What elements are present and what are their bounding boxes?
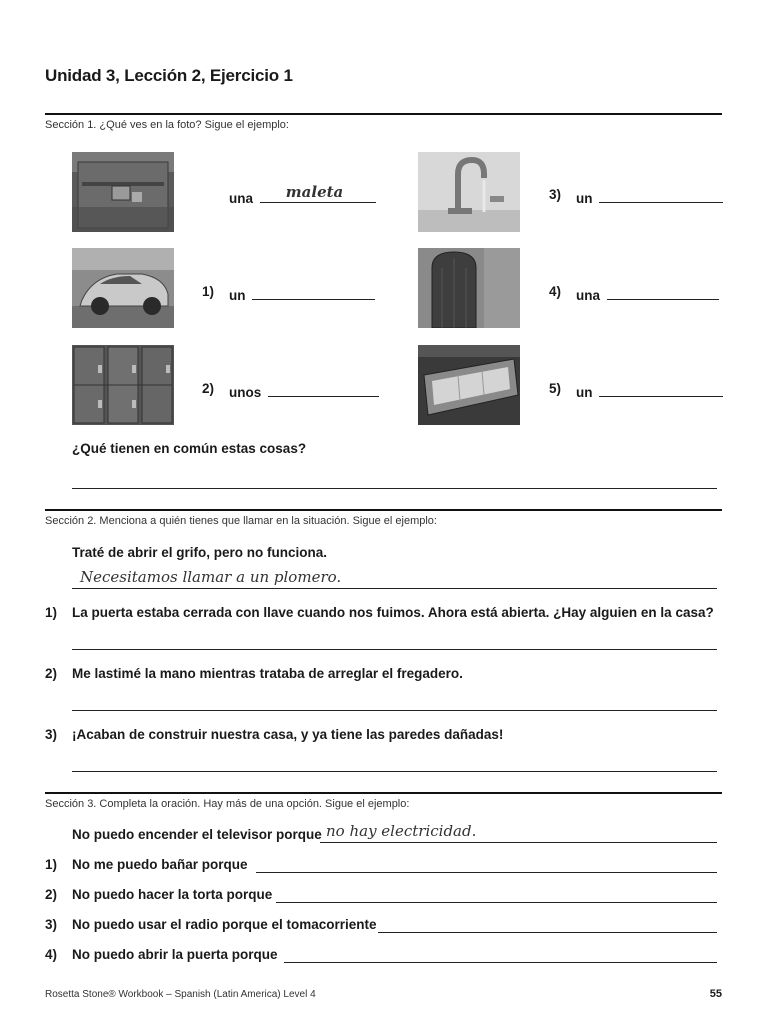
s1-item-2 xyxy=(229,381,379,400)
page-number: 55 xyxy=(709,988,722,1000)
s2-item-prompt: Me lastimé la mano mientras trataba de arreglar el fregadero. xyxy=(72,666,463,681)
car-photo xyxy=(72,248,174,328)
answer-field[interactable] xyxy=(599,381,723,397)
section1-heading: Sección 1. ¿Qué ves en la foto? Sigue el ejemplo: xyxy=(45,119,289,131)
s2-item-prompt: ¡Acaban de construir nuestra casa, y ya tiene las paredes dañadas! xyxy=(72,727,504,742)
s3-item-number: 1) xyxy=(45,857,58,872)
article: un xyxy=(576,191,593,206)
s3-answer-line[interactable] xyxy=(256,872,717,873)
lockers-photo xyxy=(72,345,174,425)
section3-divider xyxy=(45,792,722,794)
s3-answer-line[interactable] xyxy=(276,902,717,903)
s3-item-number: 4) xyxy=(45,947,58,962)
handwritten-answer: Necesitamos llamar a un plomero. xyxy=(80,568,342,586)
s2-item-prompt: La puerta estaba cerrada con llave cuando nos fuimos. Ahora está abierta. ¿Hay alguien en la casa? xyxy=(72,605,714,620)
s1-common-question: ¿Qué tienen en común estas cosas? xyxy=(72,441,307,456)
s3-example-answer-line[interactable] xyxy=(320,842,717,843)
s1-item-3 xyxy=(576,187,723,206)
s3-item-prompt: No puedo usar el radio porque el tomacorriente xyxy=(72,917,377,932)
s1-item-5 xyxy=(576,381,723,400)
page-title: Unidad 3, Lección 2, Ejercicio 1 xyxy=(45,66,293,85)
answer-field[interactable] xyxy=(252,284,375,300)
s1-item-number: 1) xyxy=(202,284,215,299)
footer-credit: Rosetta Stone® Workbook – Spanish (Latin America) Level 4 xyxy=(45,989,316,1000)
door-photo xyxy=(418,248,520,328)
suitcase-photo xyxy=(72,152,174,232)
section2-divider xyxy=(45,509,722,511)
s1-item-0 xyxy=(229,183,376,206)
s2-item-number: 1) xyxy=(45,605,58,620)
article: un xyxy=(576,385,593,400)
s1-item-number: 4) xyxy=(549,284,562,299)
handwritten-answer: no hay electricidad. xyxy=(326,822,477,840)
answer-field[interactable] xyxy=(260,183,376,203)
s1-item-number: 5) xyxy=(549,381,562,396)
section1-divider xyxy=(45,113,722,115)
answer-field[interactable] xyxy=(268,381,379,397)
s2-item-number: 2) xyxy=(45,666,58,681)
s2-answer-line[interactable] xyxy=(72,710,717,711)
answer-field[interactable] xyxy=(599,187,723,203)
s2-item-number: 3) xyxy=(45,727,58,742)
article: una xyxy=(229,191,254,206)
section2-heading: Sección 2. Menciona a quién tienes que llamar en la situación. Sigue el ejemplo: xyxy=(45,515,437,527)
s3-item-prompt: No puedo hacer la torta porque xyxy=(72,887,273,902)
s3-answer-line[interactable] xyxy=(378,932,717,933)
s3-item-prompt: No puedo abrir la puerta porque xyxy=(72,947,278,962)
article: una xyxy=(576,288,601,303)
s3-answer-line[interactable] xyxy=(284,962,717,963)
s2-answer-line[interactable] xyxy=(72,771,717,772)
s1-item-number: 2) xyxy=(202,381,215,396)
handwritten-answer: maleta xyxy=(285,183,344,201)
s1-common-answer-line[interactable] xyxy=(72,488,717,489)
s2-example-prompt: Traté de abrir el grifo, pero no funciona. xyxy=(72,545,328,560)
s2-example-answer-line[interactable] xyxy=(72,588,717,589)
faucet-photo xyxy=(418,152,520,232)
section3-heading: Sección 3. Completa la oración. Hay más de una opción. Sigue el ejemplo: xyxy=(45,798,410,810)
s1-item-4 xyxy=(576,284,719,303)
drawer-photo xyxy=(418,345,520,425)
s3-item-prompt: No me puedo bañar porque xyxy=(72,857,248,872)
s1-item-number: 3) xyxy=(549,187,562,202)
s3-example-prompt: No puedo encender el televisor porque xyxy=(72,827,322,842)
s1-item-1 xyxy=(229,284,375,303)
article: unos xyxy=(229,385,262,400)
answer-field[interactable] xyxy=(607,284,719,300)
s2-answer-line[interactable] xyxy=(72,649,717,650)
article: un xyxy=(229,288,246,303)
s3-item-number: 2) xyxy=(45,887,58,902)
s3-item-number: 3) xyxy=(45,917,58,932)
